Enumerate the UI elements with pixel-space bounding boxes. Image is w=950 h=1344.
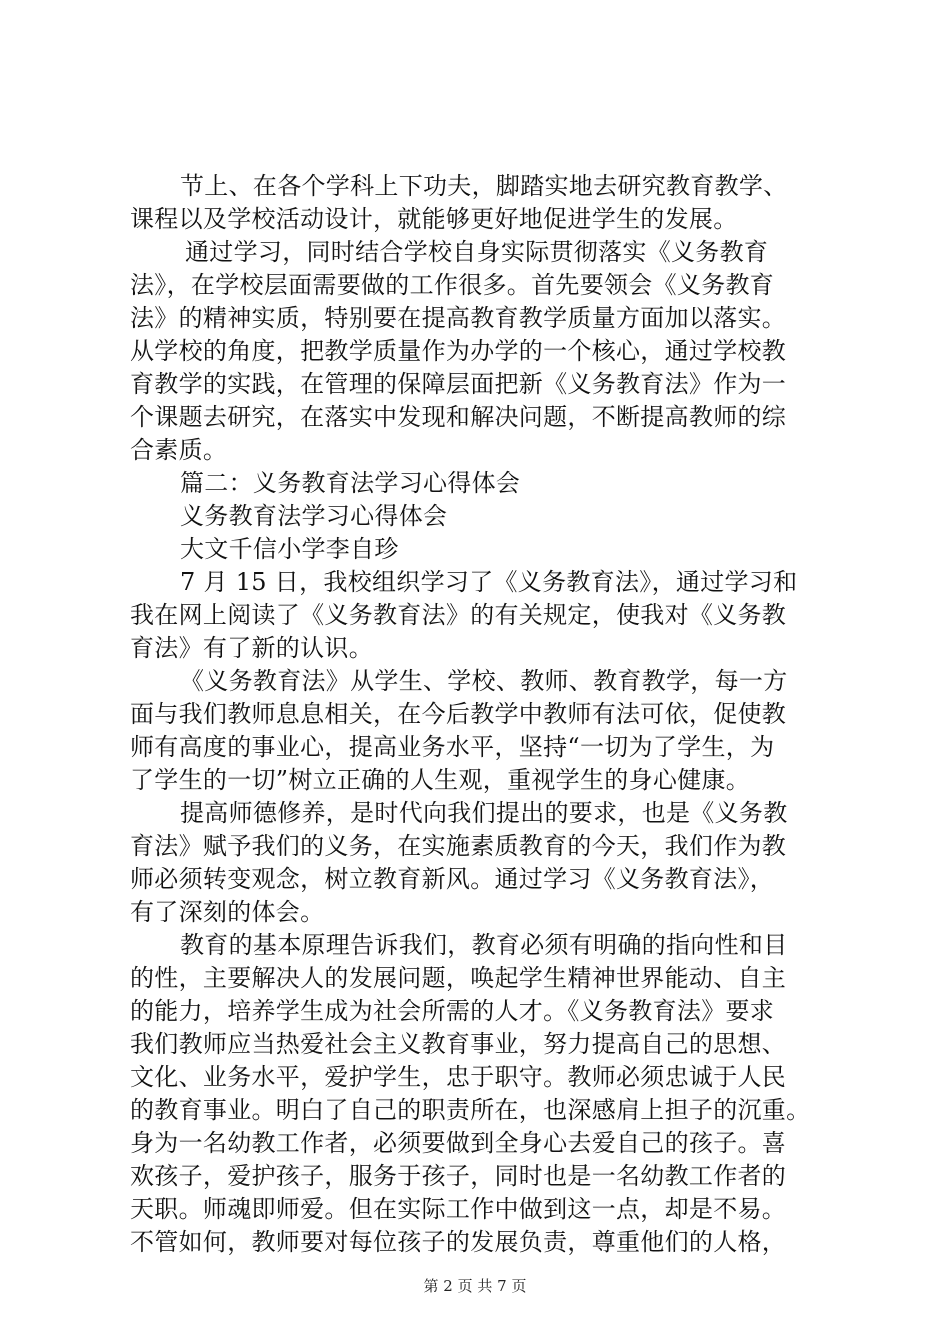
text-line: 法》，在学校层面需要做的工作很多。首先要领会《义务教育 [130,271,775,299]
text-line: 我们教师应当热爱社会主义教育事业，努力提高自己的思想、 [130,1030,787,1058]
text-line: 了学生的一切”树立正确的人生观，重视学生的身心健康。 [130,766,751,794]
text-line: 育法》有了新的认识。 [130,634,373,662]
document-body [130,170,830,1259]
text-line: 的能力，培养学生成为社会所需的人才。《义务教育法》要求 [130,997,775,1025]
text-line: 节上、在各个学科上下功夫，脚踏实地去研究教育教学、 [180,172,788,200]
text-line: 课程以及学校活动设计，就能够更好地促进学生的发展。 [130,205,738,233]
page-number-footer: 第 2 页 共 7 页 [423,1277,527,1295]
text-line: 天职。师魂即师爱。但在实际工作中做到这一点，却是不易。 [130,1195,787,1223]
text-line: 合素质。 [130,436,228,464]
document-title: 义务教育法学习心得体会 [180,502,448,530]
text-line: 通过学习，同时结合学校自身实际贯彻落实《义务教育 [185,238,769,266]
text-line: 提高师德修养，是时代向我们提出的要求，也是《义务教 [180,799,788,827]
text-line: 育法》赋予我们的义务，在实施素质教育的今天，我们作为教 [130,832,787,860]
text-line: 《义务教育法》从学生、学校、教师、教育教学，每一方 [180,667,788,695]
text-line: 师必须转变观念，树立教育新风。通过学习《义务教育法》， [130,865,775,893]
author-line: 大文千信小学李自珍 [180,535,399,563]
text-line: 我在网上阅读了《义务教育法》的有关规定，使我对《义务教 [130,601,787,629]
text-line: 从学校的角度，把教学质量作为办学的一个核心，通过学校教 [130,337,787,365]
text-line: 有了深刻的体会。 [130,898,325,926]
text-line: 不管如何，教师要对每位孩子的发展负责，尊重他们的人格， [130,1228,787,1256]
text-line: 7 月 15 日，我校组织学习了《义务教育法》，通过学习和 [180,568,798,596]
text-line: 教育的基本原理告诉我们，教育必须有明确的指向性和目 [180,931,788,959]
text-line: 面与我们教师息息相关，在今后教学中教师有法可依，促使教 [130,700,787,728]
text-line: 身为一名幼教工作者，必须要做到全身心去爱自己的孩子。喜 [130,1129,787,1157]
text-line: 法》的精神实质，特别要在提高教育教学质量方面加以落实。 [130,304,787,332]
text-line: 的教育事业。明白了自己的职责所在，也深感肩上担子的沉重。 [130,1096,811,1124]
text-line: 个课题去研究，在落实中发现和解决问题，不断提高教师的综 [130,403,787,431]
text-line: 文化、业务水平，爱护学生，忠于职守。教师必须忠诚于人民 [130,1063,787,1091]
text-line: 的性，主要解决人的发展问题，唤起学生精神世界能动、自主 [130,964,787,992]
text-line: 育教学的实践，在管理的保障层面把新《义务教育法》作为一 [130,370,787,398]
section-heading: 篇二：义务教育法学习心得体会 [180,469,521,497]
text-line: 欢孩子，爱护孩子，服务于孩子，同时也是一名幼教工作者的 [130,1162,787,1190]
text-line: 师有高度的事业心，提高业务水平，坚持“一切为了学生，为 [130,733,775,761]
